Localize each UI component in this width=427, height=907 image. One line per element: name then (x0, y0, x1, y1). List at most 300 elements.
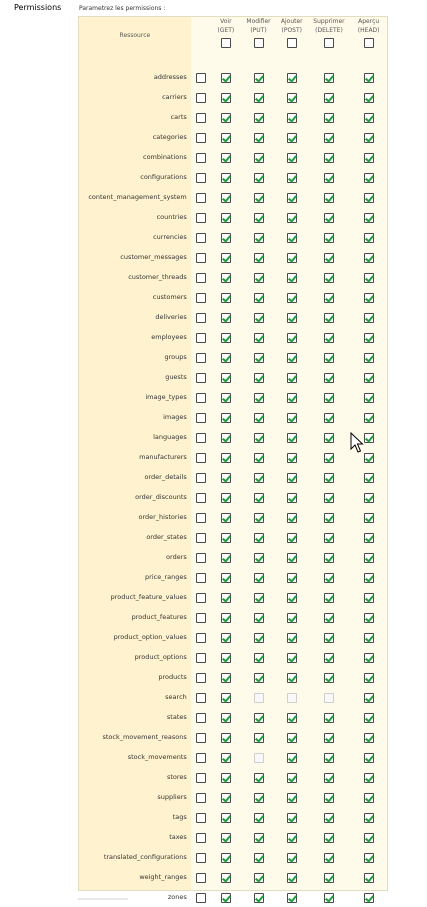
get-checkbox[interactable] (221, 813, 231, 823)
put-checkbox[interactable] (254, 673, 264, 683)
get-checkbox[interactable] (221, 193, 231, 203)
head-checkbox[interactable] (364, 193, 374, 203)
get-checkbox[interactable] (221, 773, 231, 783)
head-checkbox[interactable] (364, 313, 374, 323)
resource-name: carriers (162, 93, 187, 101)
get-checkbox[interactable] (221, 633, 231, 643)
delete-checkbox[interactable] (324, 833, 334, 843)
permission-cell (241, 87, 276, 107)
delete-checkbox[interactable] (324, 773, 334, 783)
delete-checkbox[interactable] (324, 353, 334, 363)
get-checkbox[interactable] (221, 133, 231, 143)
post-checkbox[interactable] (287, 173, 297, 183)
head-checkbox[interactable] (364, 713, 374, 723)
post-checkbox[interactable] (287, 453, 297, 463)
head-checkbox[interactable] (364, 833, 374, 843)
row-select-checkbox[interactable] (196, 73, 206, 83)
permission-cell (276, 607, 308, 627)
put-checkbox[interactable] (254, 133, 264, 143)
head-checkbox[interactable] (364, 813, 374, 823)
post-checkbox[interactable] (287, 293, 297, 303)
put-checkbox[interactable] (254, 413, 264, 423)
permission-cell (308, 107, 351, 127)
put-checkbox[interactable] (254, 813, 264, 823)
post-checkbox[interactable] (287, 673, 297, 683)
get-checkbox[interactable] (221, 833, 231, 843)
put-checkbox[interactable] (254, 493, 264, 503)
delete-checkbox[interactable] (324, 433, 334, 443)
head-checkbox[interactable] (364, 593, 374, 603)
put-checkbox[interactable] (254, 593, 264, 603)
resource-name: price_ranges (145, 573, 187, 581)
put-checkbox[interactable] (254, 713, 264, 723)
permission-cell (308, 647, 351, 667)
resource-name: stock_movements (127, 753, 187, 761)
head-checkbox[interactable] (364, 493, 374, 503)
head-checkbox[interactable] (364, 133, 374, 143)
select-all-put-checkbox[interactable] (254, 38, 264, 48)
put-checkbox[interactable] (254, 253, 264, 263)
head-checkbox[interactable] (364, 633, 374, 643)
row-select-checkbox[interactable] (196, 333, 206, 343)
resource-name: search (165, 693, 187, 701)
permission-cell (211, 367, 242, 387)
post-checkbox[interactable] (287, 773, 297, 783)
delete-checkbox[interactable] (324, 213, 334, 223)
head-checkbox[interactable] (364, 153, 374, 163)
delete-checkbox[interactable] (324, 93, 334, 103)
get-checkbox[interactable] (221, 293, 231, 303)
post-checkbox[interactable] (287, 273, 297, 283)
post-checkbox[interactable] (287, 233, 297, 243)
head-checkbox[interactable] (364, 393, 374, 403)
permission-cell (191, 867, 211, 887)
row-select-checkbox[interactable] (196, 473, 206, 483)
row-select-checkbox[interactable] (196, 713, 206, 723)
post-checkbox[interactable] (287, 153, 297, 163)
put-checkbox[interactable] (254, 353, 264, 363)
delete-checkbox[interactable] (324, 313, 334, 323)
delete-checkbox[interactable] (324, 653, 334, 663)
permission-cell (276, 167, 308, 187)
delete-checkbox[interactable] (324, 253, 334, 263)
permission-cell (241, 547, 276, 567)
permission-cell (350, 107, 387, 127)
get-checkbox[interactable] (221, 253, 231, 263)
get-checkbox[interactable] (221, 213, 231, 223)
post-checkbox[interactable] (287, 713, 297, 723)
permission-cell (276, 327, 308, 347)
delete-checkbox[interactable] (324, 193, 334, 203)
head-checkbox[interactable] (364, 333, 374, 343)
put-checkbox[interactable] (254, 273, 264, 283)
delete-checkbox[interactable] (324, 393, 334, 403)
permission-cell (191, 847, 211, 867)
delete-checkbox[interactable] (324, 113, 334, 123)
put-checkbox[interactable] (254, 613, 264, 623)
get-checkbox[interactable] (221, 413, 231, 423)
post-checkbox[interactable] (287, 373, 297, 383)
put-checkbox[interactable] (254, 453, 264, 463)
head-checkbox[interactable] (364, 513, 374, 523)
put-checkbox[interactable] (254, 93, 264, 103)
row-select-checkbox[interactable] (196, 373, 206, 383)
delete-checkbox[interactable] (324, 853, 334, 863)
get-checkbox[interactable] (221, 173, 231, 183)
get-checkbox[interactable] (221, 693, 231, 703)
get-checkbox[interactable] (221, 93, 231, 103)
head-checkbox[interactable] (364, 553, 374, 563)
row-select-checkbox[interactable] (196, 533, 206, 543)
post-checkbox[interactable] (287, 313, 297, 323)
row-select-checkbox[interactable] (196, 873, 206, 883)
get-checkbox[interactable] (221, 353, 231, 363)
post-checkbox[interactable] (287, 653, 297, 663)
post-checkbox[interactable] (287, 333, 297, 343)
delete-checkbox[interactable] (324, 753, 334, 763)
column-header-delete (308, 17, 351, 67)
row-select-checkbox[interactable] (196, 253, 206, 263)
row-select-checkbox[interactable] (196, 453, 206, 463)
get-checkbox[interactable] (221, 333, 231, 343)
delete-checkbox[interactable] (324, 613, 334, 623)
delete-checkbox[interactable] (324, 673, 334, 683)
row-select-checkbox[interactable] (196, 433, 206, 443)
permission-cell (191, 807, 211, 827)
head-checkbox[interactable] (364, 673, 374, 683)
post-checkbox[interactable] (287, 513, 297, 523)
select-all-delete-checkbox[interactable] (324, 38, 334, 48)
get-checkbox[interactable] (221, 893, 231, 903)
head-checkbox[interactable] (364, 873, 374, 883)
row-select-checkbox[interactable] (196, 513, 206, 523)
get-checkbox[interactable] (221, 573, 231, 583)
post-checkbox[interactable] (287, 393, 297, 403)
delete-checkbox[interactable] (324, 893, 334, 903)
head-checkbox[interactable] (364, 473, 374, 483)
get-checkbox[interactable] (221, 153, 231, 163)
head-checkbox[interactable] (364, 433, 374, 443)
get-checkbox[interactable] (221, 393, 231, 403)
post-checkbox[interactable] (287, 893, 297, 903)
delete-checkbox[interactable] (324, 553, 334, 563)
row-select-checkbox[interactable] (196, 853, 206, 863)
post-checkbox[interactable] (287, 593, 297, 603)
row-select-checkbox[interactable] (196, 633, 206, 643)
put-checkbox[interactable] (254, 393, 264, 403)
head-checkbox[interactable] (364, 353, 374, 363)
put-checkbox[interactable] (254, 873, 264, 883)
get-checkbox[interactable] (221, 273, 231, 283)
post-checkbox[interactable] (287, 433, 297, 443)
put-checkbox[interactable] (254, 893, 264, 903)
put-checkbox[interactable] (254, 373, 264, 383)
row-select-checkbox[interactable] (196, 413, 206, 423)
post-checkbox[interactable] (287, 353, 297, 363)
delete-checkbox[interactable] (324, 633, 334, 643)
head-checkbox[interactable] (364, 613, 374, 623)
put-checkbox[interactable] (254, 233, 264, 243)
delete-checkbox[interactable] (324, 713, 334, 723)
delete-checkbox[interactable] (324, 593, 334, 603)
get-checkbox[interactable] (221, 793, 231, 803)
head-checkbox[interactable] (364, 253, 374, 263)
resource-name: taxes (169, 833, 187, 841)
permission-cell (241, 527, 276, 547)
put-checkbox[interactable] (254, 193, 264, 203)
post-checkbox[interactable] (287, 73, 297, 83)
post-checkbox[interactable] (287, 193, 297, 203)
get-checkbox[interactable] (221, 533, 231, 543)
head-checkbox[interactable] (364, 233, 374, 243)
get-checkbox[interactable] (221, 613, 231, 623)
head-checkbox[interactable] (364, 653, 374, 663)
get-checkbox[interactable] (221, 373, 231, 383)
delete-checkbox[interactable] (324, 573, 334, 583)
get-checkbox[interactable] (221, 733, 231, 743)
head-checkbox[interactable] (364, 73, 374, 83)
delete-checkbox[interactable] (324, 333, 334, 343)
delete-checkbox[interactable] (324, 153, 334, 163)
post-checkbox[interactable] (287, 493, 297, 503)
put-checkbox[interactable] (254, 733, 264, 743)
row-select-checkbox[interactable] (196, 793, 206, 803)
row-select-checkbox[interactable] (196, 313, 206, 323)
post-checkbox[interactable] (287, 533, 297, 543)
permission-cell (241, 747, 276, 767)
row-select-checkbox[interactable] (196, 813, 206, 823)
get-checkbox[interactable] (221, 113, 231, 123)
permission-cell (350, 127, 387, 147)
post-checkbox[interactable] (287, 93, 297, 103)
table-row (79, 307, 387, 327)
row-select-checkbox[interactable] (196, 673, 206, 683)
row-select-checkbox[interactable] (196, 293, 206, 303)
row-select-checkbox[interactable] (196, 893, 206, 903)
get-checkbox[interactable] (221, 233, 231, 243)
head-checkbox[interactable] (364, 693, 374, 703)
row-select-checkbox[interactable] (196, 233, 206, 243)
row-select-checkbox[interactable] (196, 653, 206, 663)
row-select-checkbox[interactable] (196, 753, 206, 763)
head-checkbox[interactable] (364, 113, 374, 123)
delete-checkbox (324, 693, 334, 703)
post-checkbox[interactable] (287, 573, 297, 583)
head-checkbox[interactable] (364, 453, 374, 463)
put-checkbox[interactable] (254, 73, 264, 83)
put-checkbox[interactable] (254, 513, 264, 523)
row-select-checkbox[interactable] (196, 593, 206, 603)
post-checkbox[interactable] (287, 413, 297, 423)
row-select-checkbox[interactable] (196, 393, 206, 403)
delete-checkbox[interactable] (324, 133, 334, 143)
head-checkbox[interactable] (364, 753, 374, 763)
get-checkbox[interactable] (221, 653, 231, 663)
row-select-checkbox[interactable] (196, 693, 206, 703)
get-checkbox[interactable] (221, 473, 231, 483)
row-select-checkbox[interactable] (196, 113, 206, 123)
permission-cell (350, 627, 387, 647)
permission-cell (191, 207, 211, 227)
put-checkbox[interactable] (254, 853, 264, 863)
row-select-checkbox[interactable] (196, 213, 206, 223)
row-select-checkbox[interactable] (196, 493, 206, 503)
post-checkbox[interactable] (287, 833, 297, 843)
head-checkbox[interactable] (364, 173, 374, 183)
post-checkbox[interactable] (287, 553, 297, 563)
head-checkbox[interactable] (364, 273, 374, 283)
delete-checkbox[interactable] (324, 793, 334, 803)
row-select-checkbox[interactable] (196, 573, 206, 583)
delete-checkbox[interactable] (324, 513, 334, 523)
delete-checkbox[interactable] (324, 293, 334, 303)
get-checkbox[interactable] (221, 513, 231, 523)
get-checkbox[interactable] (221, 493, 231, 503)
get-checkbox[interactable] (221, 853, 231, 863)
get-checkbox[interactable] (221, 873, 231, 883)
get-checkbox[interactable] (221, 73, 231, 83)
post-checkbox[interactable] (287, 133, 297, 143)
permission-cell (350, 567, 387, 587)
row-select-checkbox[interactable] (196, 193, 206, 203)
permission-cell (350, 347, 387, 367)
delete-checkbox[interactable] (324, 813, 334, 823)
row-select-checkbox[interactable] (196, 733, 206, 743)
table-row (79, 207, 387, 227)
delete-checkbox[interactable] (324, 873, 334, 883)
put-checkbox[interactable] (254, 433, 264, 443)
delete-checkbox[interactable] (324, 373, 334, 383)
put-checkbox[interactable] (254, 153, 264, 163)
post-checkbox[interactable] (287, 633, 297, 643)
put-checkbox[interactable] (254, 313, 264, 323)
permission-cell (241, 507, 276, 527)
post-checkbox[interactable] (287, 733, 297, 743)
delete-checkbox[interactable] (324, 473, 334, 483)
get-checkbox[interactable] (221, 553, 231, 563)
resource-name: manufacturers (139, 453, 187, 461)
row-select-checkbox[interactable] (196, 833, 206, 843)
get-checkbox[interactable] (221, 453, 231, 463)
put-checkbox[interactable] (254, 473, 264, 483)
put-checkbox[interactable] (254, 293, 264, 303)
delete-checkbox[interactable] (324, 233, 334, 243)
select-all-post-checkbox[interactable] (287, 38, 297, 48)
delete-checkbox[interactable] (324, 73, 334, 83)
permission-cell (241, 327, 276, 347)
delete-checkbox[interactable] (324, 533, 334, 543)
head-checkbox[interactable] (364, 573, 374, 583)
head-checkbox[interactable] (364, 93, 374, 103)
post-checkbox[interactable] (287, 753, 297, 763)
select-all-get-checkbox[interactable] (221, 38, 231, 48)
permission-cell (211, 107, 242, 127)
head-checkbox[interactable] (364, 733, 374, 743)
put-checkbox[interactable] (254, 833, 264, 843)
select-all-head-checkbox[interactable] (364, 38, 374, 48)
resource-name: addresses (153, 73, 187, 81)
put-checkbox[interactable] (254, 113, 264, 123)
get-checkbox[interactable] (221, 593, 231, 603)
post-checkbox[interactable] (287, 813, 297, 823)
post-checkbox[interactable] (287, 873, 297, 883)
permission-cell (276, 587, 308, 607)
post-checkbox[interactable] (287, 793, 297, 803)
put-checkbox[interactable] (254, 553, 264, 563)
row-select-checkbox[interactable] (196, 93, 206, 103)
put-checkbox[interactable] (254, 213, 264, 223)
permission-cell (211, 207, 242, 227)
put-checkbox[interactable] (254, 573, 264, 583)
row-select-checkbox[interactable] (196, 153, 206, 163)
row-select-checkbox[interactable] (196, 173, 206, 183)
put-checkbox[interactable] (254, 633, 264, 643)
head-checkbox[interactable] (364, 793, 374, 803)
permission-cell (191, 307, 211, 327)
get-checkbox[interactable] (221, 753, 231, 763)
delete-checkbox[interactable] (324, 493, 334, 503)
delete-checkbox[interactable] (324, 733, 334, 743)
permission-cell (308, 767, 351, 787)
put-checkbox[interactable] (254, 533, 264, 543)
head-checkbox[interactable] (364, 773, 374, 783)
permission-cell (276, 247, 308, 267)
row-select-checkbox[interactable] (196, 773, 206, 783)
table-row (79, 787, 387, 807)
table-row (79, 827, 387, 847)
put-checkbox (254, 693, 264, 703)
row-select-checkbox[interactable] (196, 273, 206, 283)
put-checkbox[interactable] (254, 793, 264, 803)
permission-cell (350, 507, 387, 527)
head-checkbox[interactable] (364, 373, 374, 383)
head-checkbox[interactable] (364, 533, 374, 543)
post-checkbox[interactable] (287, 253, 297, 263)
row-select-checkbox[interactable] (196, 353, 206, 363)
put-checkbox[interactable] (254, 333, 264, 343)
row-select-checkbox[interactable] (196, 613, 206, 623)
put-checkbox[interactable] (254, 773, 264, 783)
table-row (79, 647, 387, 667)
post-checkbox[interactable] (287, 213, 297, 223)
post-checkbox[interactable] (287, 853, 297, 863)
mouse-cursor-icon (350, 432, 364, 454)
get-checkbox[interactable] (221, 713, 231, 723)
head-checkbox[interactable] (364, 213, 374, 223)
permission-cell (241, 587, 276, 607)
delete-checkbox[interactable] (324, 273, 334, 283)
post-checkbox[interactable] (287, 473, 297, 483)
put-checkbox[interactable] (254, 653, 264, 663)
resource-name: products (158, 673, 187, 681)
put-checkbox[interactable] (254, 173, 264, 183)
row-select-checkbox[interactable] (196, 553, 206, 563)
head-checkbox[interactable] (364, 853, 374, 863)
row-select-checkbox[interactable] (196, 133, 206, 143)
get-checkbox[interactable] (221, 313, 231, 323)
delete-checkbox[interactable] (324, 173, 334, 183)
head-checkbox[interactable] (364, 413, 374, 423)
post-checkbox[interactable] (287, 613, 297, 623)
head-checkbox[interactable] (364, 893, 374, 903)
head-checkbox[interactable] (364, 293, 374, 303)
permission-cell (211, 587, 242, 607)
get-checkbox[interactable] (221, 433, 231, 443)
get-checkbox[interactable] (221, 673, 231, 683)
delete-checkbox[interactable] (324, 453, 334, 463)
post-checkbox[interactable] (287, 113, 297, 123)
delete-checkbox[interactable] (324, 413, 334, 423)
